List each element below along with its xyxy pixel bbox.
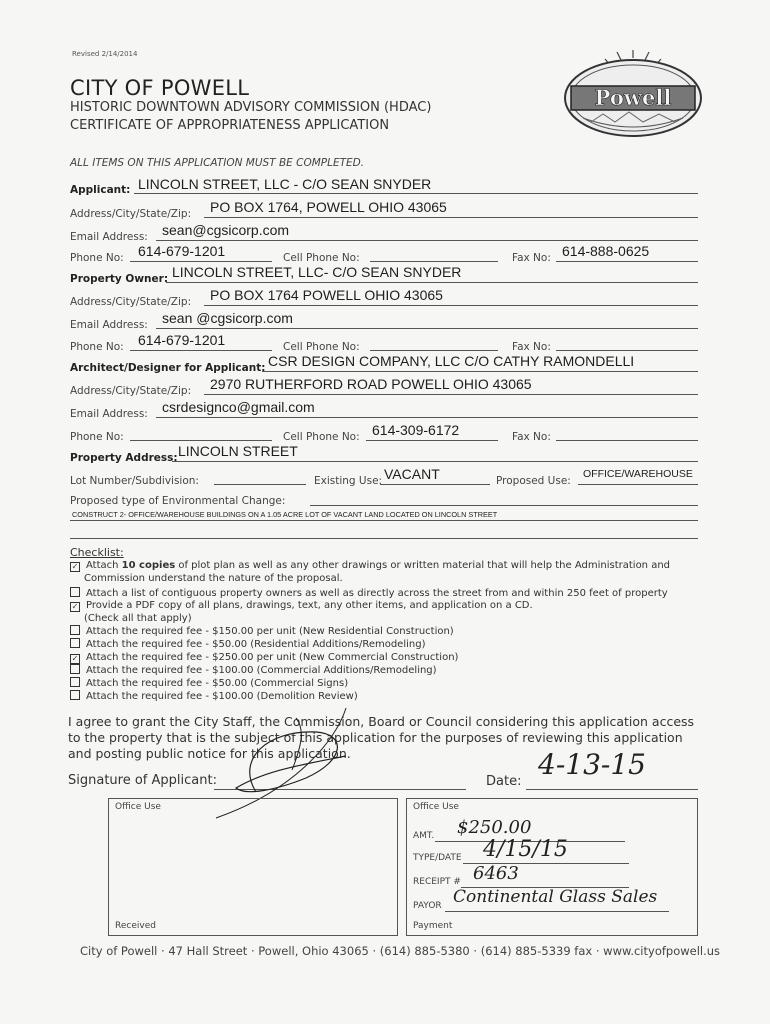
payment-label: Payment — [413, 921, 453, 931]
checklist-title: Checklist: — [70, 546, 124, 559]
architect-cell-value[interactable]: 614-309-6172 — [372, 422, 460, 438]
office-use-payment-box — [406, 798, 698, 936]
architect-value[interactable]: CSR DESIGN COMPANY, LLC C/O CATHY RAMONDELLI — [268, 353, 635, 369]
office-use-left-title: Office Use — [115, 802, 161, 812]
proposed-use-label: Proposed Use: — [496, 475, 571, 487]
owner-email-value[interactable]: sean @cgsicorp.com — [162, 310, 293, 326]
applicant-value[interactable]: LINCOLN STREET, LLC - C/O SEAN SNYDER — [138, 176, 432, 192]
owner-cell-label: Cell Phone No: — [283, 341, 360, 353]
property-address-label: Property Address: — [70, 452, 178, 464]
office-use-received-box — [108, 798, 398, 936]
type-date-label: TYPE/DATE — [413, 853, 462, 863]
applicant-label: Applicant: — [70, 184, 131, 196]
architect-fax-label: Fax No: — [512, 431, 551, 443]
owner-phone-value[interactable]: 614-679-1201 — [138, 332, 226, 348]
applicant-email-label: Email Address: — [70, 231, 148, 243]
architect-address-value[interactable]: 2970 RUTHERFORD ROAD POWELL OHIO 43065 — [210, 376, 532, 392]
applicant-phone-value[interactable]: 614-679-1201 — [138, 243, 226, 259]
footer-contact: City of Powell · 47 Hall Street · Powell, Ohio 43065 · (614) 885-5380 · (614) 885-5339 fax · www.cityofpowell.us — [80, 944, 721, 958]
unchecked-box-icon[interactable] — [70, 638, 80, 648]
unchecked-box-icon[interactable] — [70, 664, 80, 674]
checked-box-icon[interactable]: ✓ — [71, 654, 79, 663]
type-date-value[interactable]: 4/15/15 — [483, 837, 568, 862]
receipt-label: RECEIPT # — [413, 877, 461, 887]
applicant-address-label: Address/City/State/Zip: — [70, 208, 192, 220]
proposed-use-value[interactable]: OFFICE/WAREHOUSE — [583, 468, 693, 480]
unchecked-box-icon[interactable] — [70, 587, 80, 597]
city-title: CITY OF POWELL — [70, 76, 250, 100]
amt-label: AMT. — [413, 831, 435, 841]
fee-new-residential[interactable]: Attach the required fee - $150.00 per unit (New Residential Construction) — [70, 625, 454, 638]
owner-fax-label: Fax No: — [512, 341, 551, 353]
applicant-address-value[interactable]: PO BOX 1764, POWELL OHIO 43065 — [210, 199, 447, 215]
architect-cell-label: Cell Phone No: — [283, 431, 360, 443]
owner-email-label: Email Address: — [70, 319, 148, 331]
existing-use-label: Existing Use: — [314, 475, 383, 487]
unchecked-box-icon[interactable] — [70, 625, 80, 635]
applicant-fax-value[interactable]: 614-888-0625 — [562, 243, 650, 259]
architect-address-label: Address/City/State/Zip: — [70, 385, 192, 397]
logo-text: Powell — [594, 85, 672, 110]
owner-label: Property Owner: — [70, 273, 169, 285]
payor-value[interactable]: Continental Glass Sales — [453, 887, 658, 907]
check-all-note: (Check all that apply) — [84, 613, 192, 624]
lot-label: Lot Number/Subdivision: — [70, 475, 199, 487]
owner-phone-label: Phone No: — [70, 341, 124, 353]
completion-notice: ALL ITEMS ON THIS APPLICATION MUST BE COMPLETED. — [70, 157, 365, 169]
fee-new-commercial[interactable]: ✓ Attach the required fee - $250.00 per unit (New Commercial Construction) — [71, 652, 459, 663]
owner-address-value[interactable]: PO BOX 1764 POWELL OHIO 43065 — [210, 287, 443, 303]
fee-commercial-additions[interactable]: Attach the required fee - $100.00 (Commercial Additions/Remodeling) — [70, 664, 437, 677]
applicant-cell-label: Cell Phone No: — [283, 252, 360, 264]
receipt-value[interactable]: 6463 — [473, 863, 519, 884]
revised-date: Revised 2/14/2014 — [72, 50, 138, 58]
change-value[interactable]: CONSTRUCT 2- OFFICE/WAREHOUSE BUILDINGS ON A 1.05 ACRE LOT OF VACANT LAND LOCATED ON LINCOLN STREET — [72, 510, 498, 519]
owner-value[interactable]: LINCOLN STREET, LLC- C/O SEAN SNYDER — [172, 264, 462, 280]
architect-phone-label: Phone No: — [70, 431, 124, 443]
unchecked-box-icon[interactable] — [70, 677, 80, 687]
amt-value[interactable]: $250.00 — [457, 817, 532, 838]
unchecked-box-icon[interactable] — [70, 690, 80, 700]
date-label: Date: — [486, 774, 522, 789]
change-label: Proposed type of Environmental Change: — [70, 495, 286, 507]
checklist-item-copies[interactable]: ✓ Attach 10 copies of plot plan as well as any other drawings or written material that will help the Administration and — [71, 560, 671, 571]
applicant-email-value[interactable]: sean@cgsicorp.com — [162, 222, 290, 238]
architect-email-value[interactable]: csrdesignco@gmail.com — [162, 399, 315, 415]
powell-logo — [563, 50, 703, 140]
office-use-right-title: Office Use — [413, 802, 459, 812]
checklist-item-pdf[interactable]: ✓ Provide a PDF copy of all plans, drawings, text, any other items, and application on a CD. — [71, 600, 533, 611]
checked-box-icon[interactable]: ✓ — [71, 602, 79, 611]
received-label: Received — [115, 921, 156, 931]
checklist-item-owners[interactable]: Attach a list of contiguous property owners as well as directly across the street from and within 250 feet of property — [70, 587, 668, 600]
fee-demolition[interactable]: Attach the required fee - $100.00 (Demolition Review) — [70, 690, 358, 703]
checklist-item-copies-cont: Commission understand the nature of the proposal. — [84, 573, 343, 584]
date-value[interactable]: 4-13-15 — [538, 748, 646, 781]
form-title: CERTIFICATE OF APPROPRIATENESS APPLICATION — [70, 118, 390, 133]
architect-email-label: Email Address: — [70, 408, 148, 420]
applicant-phone-label: Phone No: — [70, 252, 124, 264]
architect-label: Architect/Designer for Applicant: — [70, 362, 266, 374]
applicant-fax-label: Fax No: — [512, 252, 551, 264]
agreement-text: I agree to grant the City Staff, the Commission, Board or Council considering this application access to the property that is the subject of this application for the purposes of reviewing this application and posting public notice for this application. — [68, 714, 695, 761]
existing-use-value[interactable]: VACANT — [384, 466, 440, 482]
fee-residential-additions[interactable]: Attach the required fee - $50.00 (Residential Additions/Remodeling) — [70, 638, 425, 651]
payor-label: PAYOR — [413, 901, 442, 911]
signature-label: Signature of Applicant: — [68, 773, 217, 788]
property-address-value[interactable]: LINCOLN STREET — [178, 443, 298, 459]
checked-box-icon[interactable]: ✓ — [71, 562, 79, 571]
fee-commercial-signs[interactable]: Attach the required fee - $50.00 (Commercial Signs) — [70, 677, 348, 690]
commission-name: HISTORIC DOWNTOWN ADVISORY COMMISSION (HDAC) — [70, 100, 432, 115]
owner-address-label: Address/City/State/Zip: — [70, 296, 192, 308]
